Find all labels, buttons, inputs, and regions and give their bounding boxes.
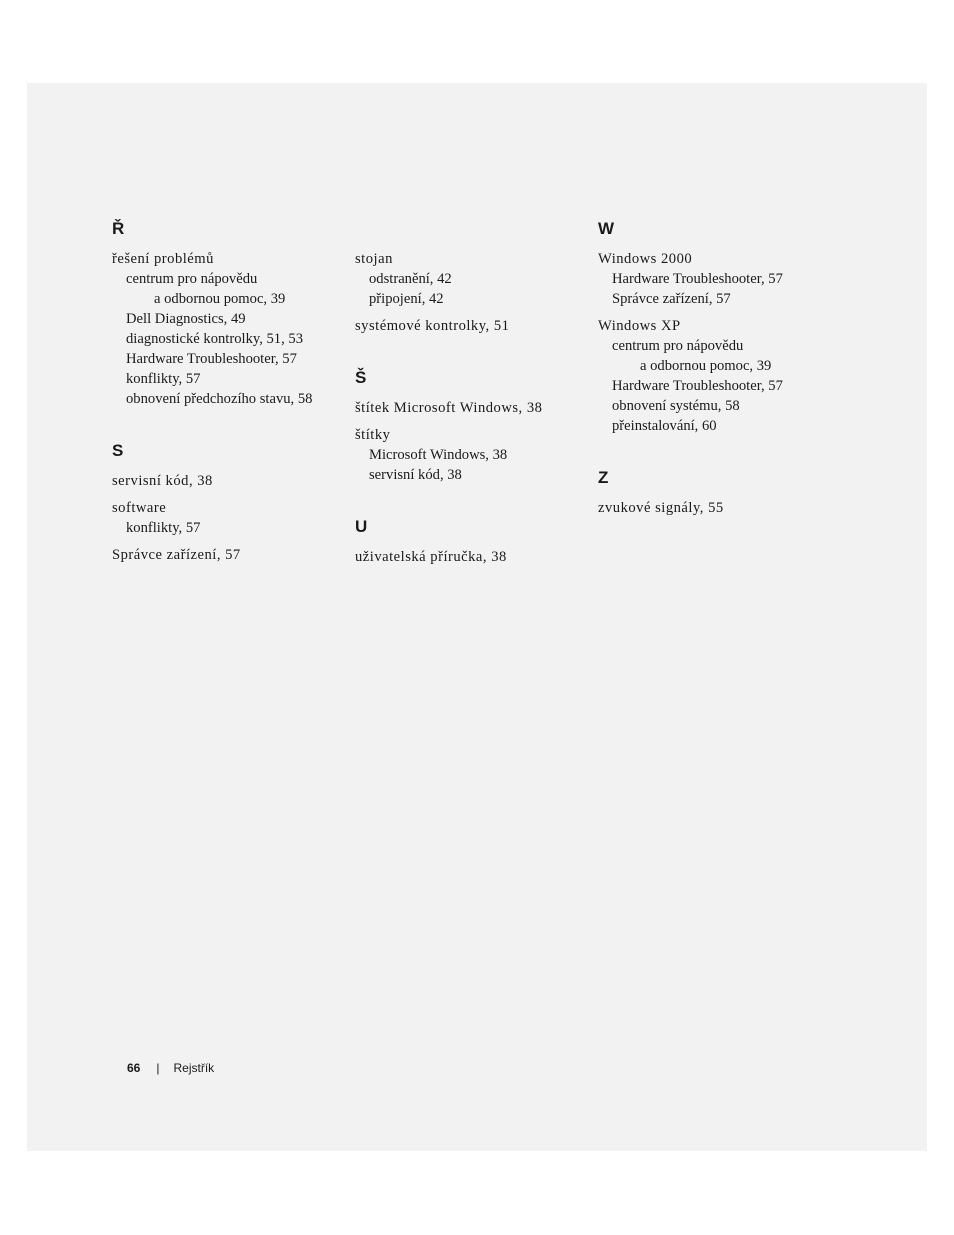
index-section — [112, 219, 347, 409]
index-subterm: Hardware Troubleshooter, 57 — [126, 351, 297, 367]
index-term: Windows XP — [598, 318, 681, 334]
index-subterm: diagnostické kontrolky, 51, 53 — [126, 331, 303, 347]
section-letter: U — [355, 517, 368, 536]
index-term: stojan — [355, 251, 393, 267]
index-subterm: centrum pro nápovědu — [126, 271, 258, 287]
index-column-2 — [355, 219, 590, 599]
section-letter — [355, 219, 590, 239]
section-letter: W — [598, 219, 615, 238]
index-entry — [355, 249, 590, 309]
index-subterm: Hardware Troubleshooter, 57 — [612, 378, 783, 394]
index-entry — [598, 498, 833, 518]
index-column-1 — [112, 219, 347, 597]
index-subterm: připojení, 42 — [369, 291, 444, 307]
index-subterm: Dell Diagnostics, 49 — [126, 311, 246, 327]
index-term: štítky — [355, 427, 391, 443]
index-term: zvukové signály, 55 — [598, 500, 724, 516]
index-column-3 — [598, 219, 833, 550]
index-subterm: konflikty, 57 — [126, 520, 201, 536]
index-subsubterm: a odbornou pomoc, 39 — [154, 291, 286, 307]
index-section — [355, 219, 590, 336]
index-section — [598, 219, 833, 436]
index-term: řešení problémů — [112, 251, 214, 267]
index-term: systémové kontrolky, 51 — [355, 318, 510, 334]
footer-separator: | — [156, 1061, 160, 1075]
index-term: servisní kód, 38 — [112, 473, 213, 489]
index-term: štítek Microsoft Windows, 38 — [355, 400, 543, 416]
index-entry — [112, 249, 347, 409]
index-term: uživatelská příručka, 38 — [355, 549, 507, 565]
section-name: Rejstřík — [173, 1061, 215, 1075]
index-section — [355, 517, 590, 567]
index-term: Windows 2000 — [598, 251, 693, 267]
index-subterm: Správce zařízení, 57 — [612, 291, 731, 307]
page-number: 66 — [127, 1061, 141, 1075]
index-section — [355, 368, 590, 485]
section-letter: Š — [355, 368, 367, 387]
index-subterm: obnovení systému, 58 — [612, 398, 740, 414]
index-entry — [355, 316, 590, 336]
index-term: Správce zařízení, 57 — [112, 547, 241, 563]
index-subterm: Microsoft Windows, 38 — [369, 447, 508, 463]
section-letter: Ř — [112, 219, 125, 238]
index-subterm: centrum pro nápovědu — [612, 338, 744, 354]
index-entry — [598, 316, 833, 436]
index-entry — [355, 425, 590, 485]
index-entry — [598, 249, 833, 309]
document-page — [27, 83, 927, 1151]
index-subterm: přeinstalování, 60 — [612, 418, 717, 434]
index-subsubterm: a odbornou pomoc, 39 — [640, 358, 772, 374]
index-subterm: Hardware Troubleshooter, 57 — [612, 271, 783, 287]
section-letter: Z — [598, 468, 609, 487]
index-subterm: obnovení předchozího stavu, 58 — [126, 391, 313, 407]
index-term: software — [112, 500, 167, 516]
index-subterm: odstranění, 42 — [369, 271, 452, 287]
index-subterm: konflikty, 57 — [126, 371, 201, 387]
index-subterm: servisní kód, 38 — [369, 467, 462, 483]
page-footer — [127, 1061, 214, 1075]
index-section — [598, 468, 833, 518]
index-entry — [355, 398, 590, 418]
index-entry — [355, 547, 590, 567]
index-entry — [112, 498, 347, 538]
index-entry — [112, 471, 347, 491]
index-section — [112, 441, 347, 565]
section-letter: S — [112, 441, 124, 460]
index-entry — [112, 545, 347, 565]
